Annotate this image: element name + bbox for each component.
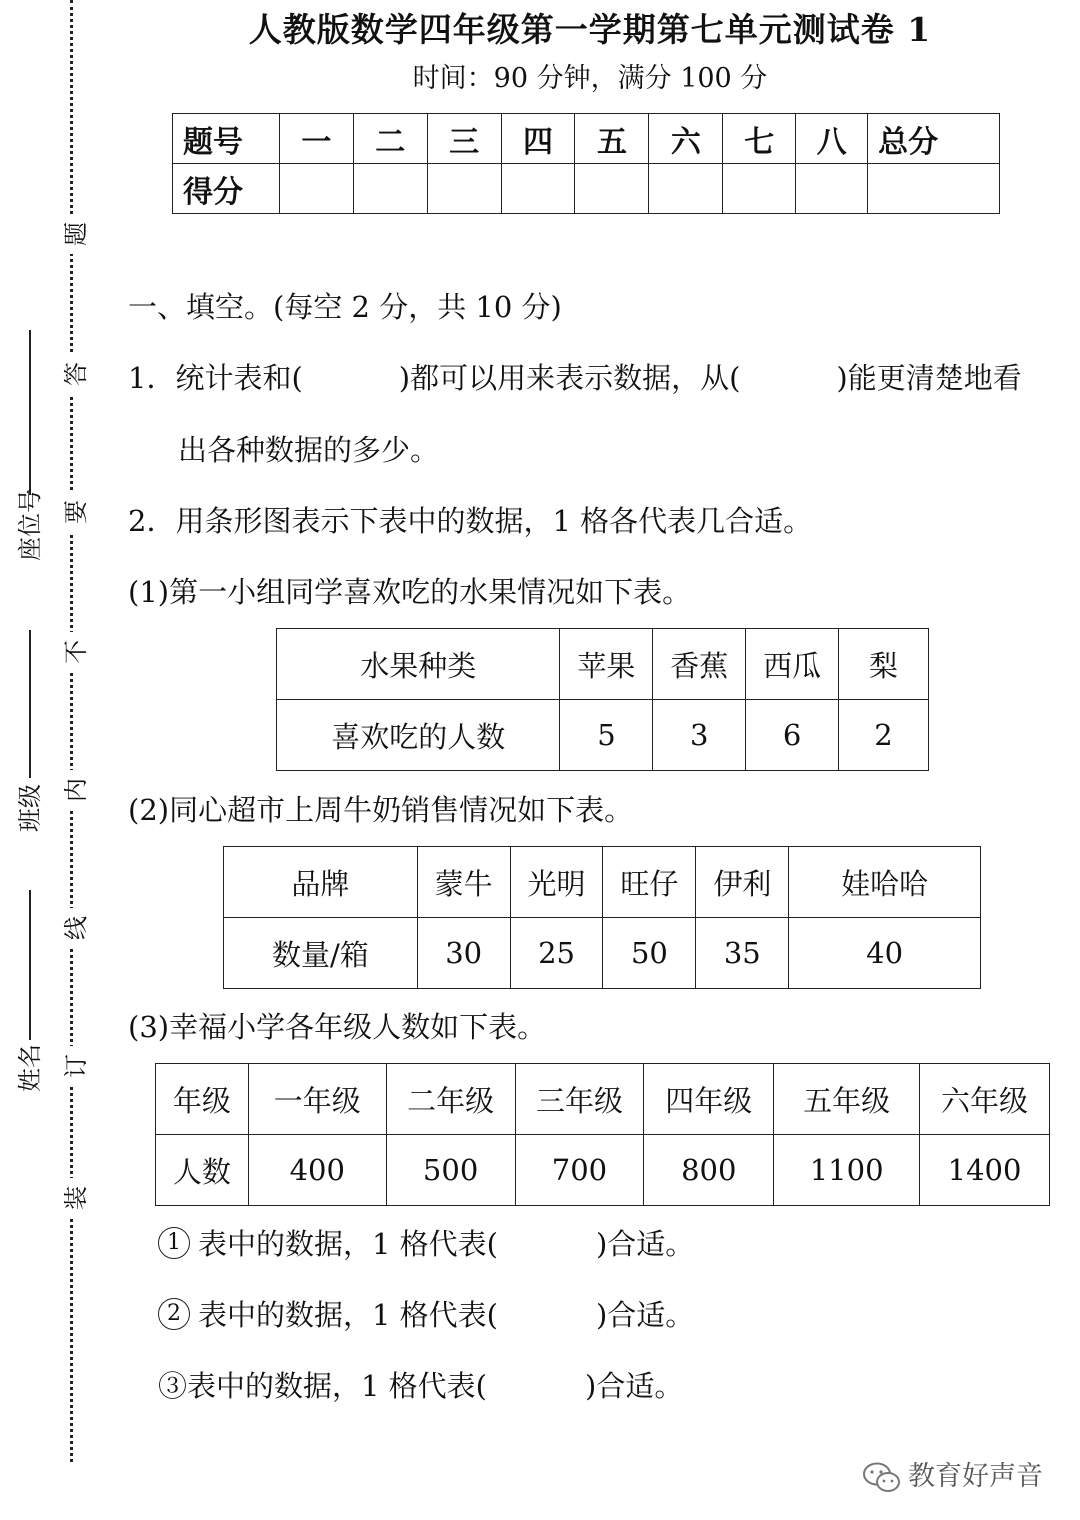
score-cell[interactable] [501,164,575,214]
circled-number: 2 [158,1298,190,1330]
question-1-text-a: 1．统计表和( [128,361,303,395]
score-cell-total[interactable] [868,164,1000,214]
table-cell: 一年级 [248,1064,386,1135]
milk-table [223,846,981,989]
table-cell: 数量/箱 [224,918,418,989]
seat-number-label: 座位号 [16,489,44,561]
table-cell: 光明 [510,847,603,918]
question-1-text-c: )能更清楚地看 [836,361,1022,395]
wechat-icon [862,1461,902,1495]
table-row [277,629,929,700]
score-column-header: 六 [649,114,723,164]
score-column-header-total: 总分 [868,114,1000,164]
section-heading: 一、填空。(每空 2 分，共 10 分) [128,290,562,324]
score-row-label: 得分 [173,164,280,214]
answer-suffix: )合适。 [595,1227,695,1261]
score-column-header: 三 [427,114,501,164]
table-cell: 1400 [920,1135,1050,1206]
binding-char: 订 [64,1046,88,1086]
answer-prefix: 表中的数据，1 格代表( [198,1298,498,1332]
answer-prefix: 表中的数据，1 格代表( [187,1369,487,1403]
score-cell[interactable] [279,164,353,214]
answer-suffix: )合适。 [595,1298,695,1332]
score-cell[interactable] [353,164,427,214]
table-cell: 700 [515,1135,644,1206]
table-cell: 人数 [156,1135,249,1206]
table-cell: 四年级 [644,1064,774,1135]
name-label: 姓名 [16,1044,44,1092]
table-cell: 三年级 [515,1064,644,1135]
question-2: 2．用条形图表示下表中的数据，1 格各代表几合适。 [128,504,813,538]
binding-char: 内 [64,770,88,810]
answer-suffix: )合适。 [585,1369,684,1403]
score-column-header: 七 [723,114,796,164]
table-cell: 35 [696,918,789,989]
exam-title: 人教版数学四年级第一学期第七单元测试卷 1 [248,10,932,49]
score-column-header: 二 [353,114,427,164]
exam-subtitle: 时间：90 分钟，满分 100 分 [412,63,768,94]
score-column-header: 一 [279,114,353,164]
table-row [156,1135,1050,1206]
table-cell: 梨 [839,629,929,700]
answer-number: ③ [158,1369,188,1403]
table-cell: 500 [386,1135,515,1206]
binding-char: 题 [64,214,88,254]
answer-prefix: 表中的数据，1 格代表( [198,1227,498,1261]
question-1-text-b: )都可以用来表示数据，从( [398,361,741,395]
table-cell: 品牌 [224,847,418,918]
table-cell: 伊利 [696,847,789,918]
score-cell[interactable] [723,164,796,214]
score-column-header: 五 [575,114,649,164]
table-cell: 六年级 [920,1064,1050,1135]
watermark-text: 教育好声音 [908,1461,1043,1492]
answer-line-1 [158,1227,695,1262]
class-label: 班级 [16,784,44,832]
table-cell: 40 [789,918,981,989]
watermark [862,1454,1043,1495]
table-row [156,1064,1050,1135]
subquestion-2-intro: (2)同心超市上周牛奶销售情况如下表。 [128,793,634,827]
seat-number-line[interactable] [29,330,31,495]
binding-char: 线 [64,908,88,948]
table-cell: 苹果 [560,629,653,700]
table-cell: 五年级 [774,1064,920,1135]
table-cell: 水果种类 [277,629,560,700]
score-table [172,113,1000,214]
binding-char: 答 [64,354,88,394]
score-table-score-row [173,164,1000,214]
table-cell: 25 [510,918,603,989]
binding-char: 装 [64,1178,88,1218]
score-cell[interactable] [796,164,868,214]
table-cell: 西瓜 [746,629,839,700]
table-cell: 30 [417,918,510,989]
subquestion-1-intro: (1)第一小组同学喜欢吃的水果情况如下表。 [128,575,692,609]
circled-number: 1 [158,1227,190,1259]
table-cell: 二年级 [386,1064,515,1135]
table-row [224,918,981,989]
table-cell: 2 [839,700,929,771]
score-table-header-label: 题号 [173,114,280,164]
table-cell: 3 [653,700,746,771]
score-cell[interactable] [427,164,501,214]
answer-line-3 [158,1369,684,1403]
question-1-line-2: 出各种数据的多少。 [178,433,440,467]
binding-char: 不 [64,632,88,672]
score-cell[interactable] [575,164,649,214]
grade-table [155,1063,1050,1206]
question-1 [128,361,1022,395]
table-cell: 蒙牛 [417,847,510,918]
table-cell: 娃哈哈 [789,847,981,918]
table-cell: 5 [560,700,653,771]
subquestion-3-intro: (3)幸福小学各年级人数如下表。 [128,1010,547,1044]
table-cell: 50 [603,918,696,989]
table-cell: 6 [746,700,839,771]
name-line[interactable] [29,890,31,1040]
score-column-header: 四 [501,114,575,164]
table-cell: 1100 [774,1135,920,1206]
table-cell: 喜欢吃的人数 [277,700,560,771]
score-column-header: 八 [796,114,868,164]
table-cell: 旺仔 [603,847,696,918]
table-cell: 800 [644,1135,774,1206]
score-table-header-row [173,114,1000,164]
table-row [277,700,929,771]
table-row [224,847,981,918]
table-cell: 香蕉 [653,629,746,700]
table-cell: 400 [248,1135,386,1206]
answer-line-2 [158,1298,695,1333]
class-line[interactable] [29,630,31,778]
score-cell[interactable] [649,164,723,214]
fruit-table [276,628,929,771]
binding-char: 要 [64,492,88,532]
table-cell: 年级 [156,1064,249,1135]
